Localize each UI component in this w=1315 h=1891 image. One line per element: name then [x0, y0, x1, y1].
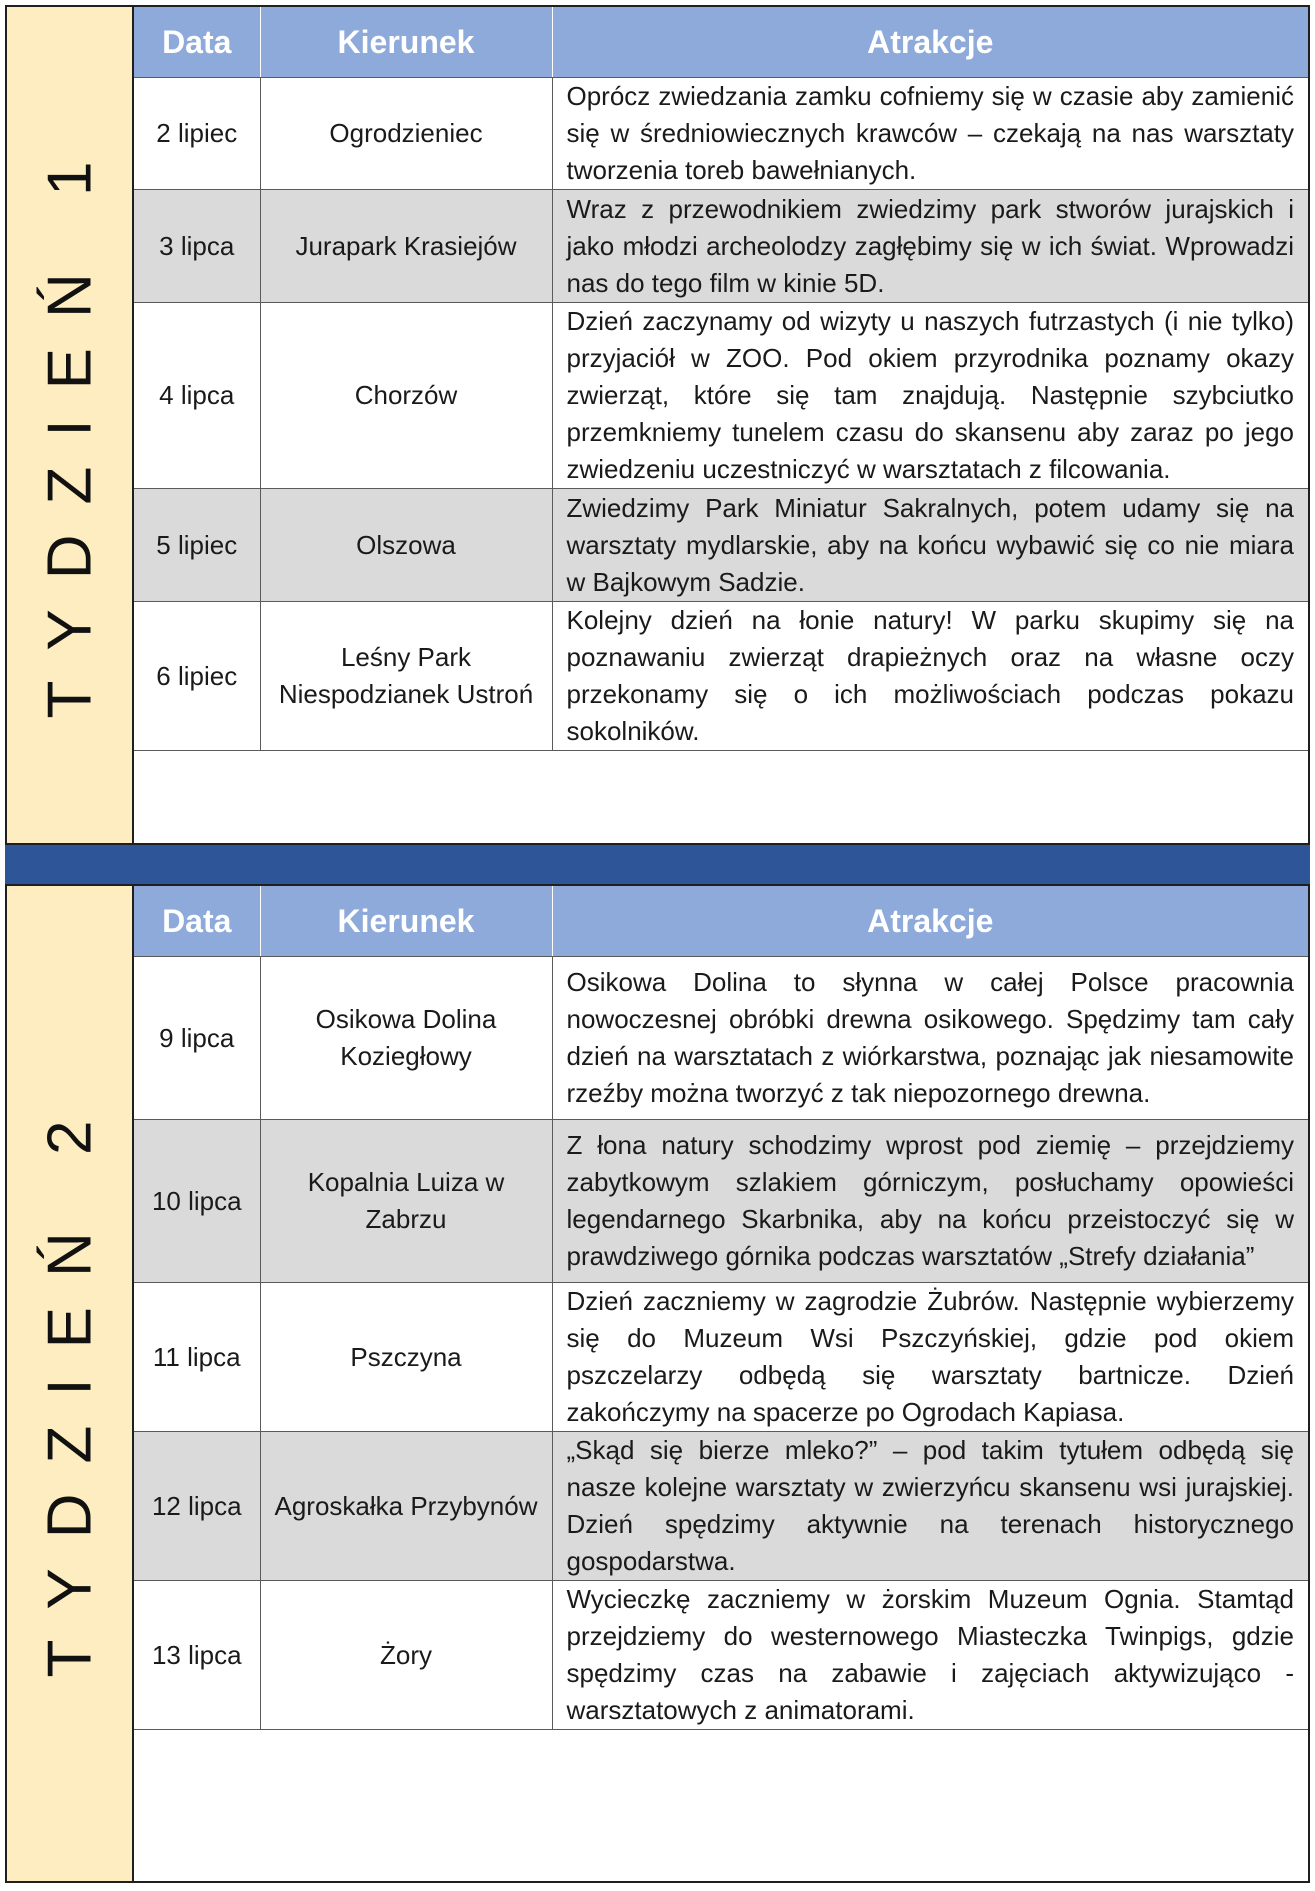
row-date: 12 lipca [134, 1432, 260, 1581]
header-attractions: Atrakcje [552, 7, 1308, 78]
row-attractions: Zwiedzimy Park Miniatur Sakralnych, potem udamy się na warsztaty mydlarskie, aby na końcu wybawić się co nie miara w Bajkowym Sadzie. [552, 489, 1308, 602]
row-direction: Ogrodzieniec [260, 78, 552, 190]
header-direction: Kierunek [260, 886, 552, 957]
row-date: 13 lipca [134, 1581, 260, 1730]
table-row [134, 1432, 1308, 1581]
row-direction: Jurapark Krasiejów [260, 190, 552, 303]
table-row [134, 489, 1308, 602]
week-1-label: TYDZIEŃ 1 [35, 131, 104, 719]
table-row [134, 78, 1308, 190]
table-header-row [134, 7, 1308, 78]
week-2-table [134, 886, 1308, 1730]
row-date: 5 lipiec [134, 489, 260, 602]
row-date: 4 lipca [134, 303, 260, 489]
table-row [134, 190, 1308, 303]
row-attractions: Wraz z przewodnikiem zwiedzimy park stworów jurajskich i jako młodzi archeolodzy zagłębimy się w ich świat. Wprowadzi nas do tego film w kinie 5D. [552, 190, 1308, 303]
row-date: 10 lipca [134, 1120, 260, 1283]
row-attractions: „Skąd się bierze mleko?” – pod takim tytułem odbędą się nasze kolejne warsztaty w zwierzyńcu skansenu wsi jurajskiej. Dzień spędzimy aktywnie na terenach historycznego gospodarstwa. [552, 1432, 1308, 1581]
row-attractions: Oprócz zwiedzania zamku cofniemy się w czasie aby zamienić się w średniowiecznych krawców – czekają na nas warsztaty tworzenia toreb bawełnianych. [552, 78, 1308, 190]
row-attractions: Wycieczkę zaczniemy w żorskim Muzeum Ognia. Stamtąd przejdziemy do westernowego Miasteczka Twinpigs, gdzie spędzimy czas na zabawie i zajęciach aktywizująco - warsztatowych z animatorami. [552, 1581, 1308, 1730]
table-row [134, 1283, 1308, 1432]
header-direction: Kierunek [260, 7, 552, 78]
header-date: Data [134, 7, 260, 78]
week-1-label-panel [7, 7, 134, 843]
row-date: 9 lipca [134, 957, 260, 1120]
row-attractions: Kolejny dzień na łonie natury! W parku skupimy się na poznawaniu zwierząt drapieżnych oraz na własne oczy przekonamy się o ich możliwościach podczas pokazu sokolników. [552, 602, 1308, 751]
week-2-label: TYDZIEŃ 2 [35, 1090, 104, 1677]
header-attractions: Atrakcje [552, 886, 1308, 957]
header-date: Data [134, 886, 260, 957]
week-2-label-panel [7, 886, 134, 1881]
row-direction: Żory [260, 1581, 552, 1730]
row-date: 6 lipiec [134, 602, 260, 751]
row-date: 3 lipca [134, 190, 260, 303]
row-direction: Pszczyna [260, 1283, 552, 1432]
table-row [134, 602, 1308, 751]
row-attractions: Osikowa Dolina to słynna w całej Polsce pracownia nowoczesnej obróbki drewna osikowego. Spędzimy tam cały dzień na warsztatach z wiórkarstwa, poznając jak niesamowite rzeźby można tworzyć z tak niepozornego drewna. [552, 957, 1308, 1120]
table-row [134, 1581, 1308, 1730]
row-direction: Osikowa Dolina Koziegłowy [260, 957, 552, 1120]
row-attractions: Z łona natury schodzimy wprost pod ziemię – przejdziemy zabytkowym szlakiem górniczym, posłuchamy opowieści legendarnego Skarbnika, aby na końcu przeistoczyć się w prawdziwego górnika podczas warsztatów „Strefy działania” [552, 1120, 1308, 1283]
row-direction: Olszowa [260, 489, 552, 602]
row-direction: Kopalnia Luiza w Zabrzu [260, 1120, 552, 1283]
table-row [134, 303, 1308, 489]
week-2-section [5, 884, 1310, 1883]
week-1-table [134, 7, 1308, 751]
row-date: 11 lipca [134, 1283, 260, 1432]
row-direction: Leśny Park Niespodzianek Ustroń [260, 602, 552, 751]
row-direction: Agroskałka Przybynów [260, 1432, 552, 1581]
row-date: 2 lipiec [134, 78, 260, 190]
table-header-row [134, 886, 1308, 957]
week-1-section [5, 5, 1310, 845]
row-direction: Chorzów [260, 303, 552, 489]
table-row [134, 1120, 1308, 1283]
row-attractions: Dzień zaczniemy w zagrodzie Żubrów. Następnie wybierzemy się do Muzeum Wsi Pszczyńskiej, gdzie pod okiem pszczelarzy odbędą się warsztaty bartnicze. Dzień zakończymy na spacerze po Ogrodach Kapiasa. [552, 1283, 1308, 1432]
table-row [134, 957, 1308, 1120]
row-attractions: Dzień zaczynamy od wizyty u naszych futrzastych (i nie tylko) przyjaciół w ZOO. Pod okiem przyrodnika poznamy okazy zwierząt, które się tam znajdują. Następnie szybciutko przemkniemy tunelem czasu do skansenu aby zaraz po jego zwiedzeniu uczestniczyć w warsztatach z filcowania. [552, 303, 1308, 489]
week-divider [5, 845, 1310, 884]
